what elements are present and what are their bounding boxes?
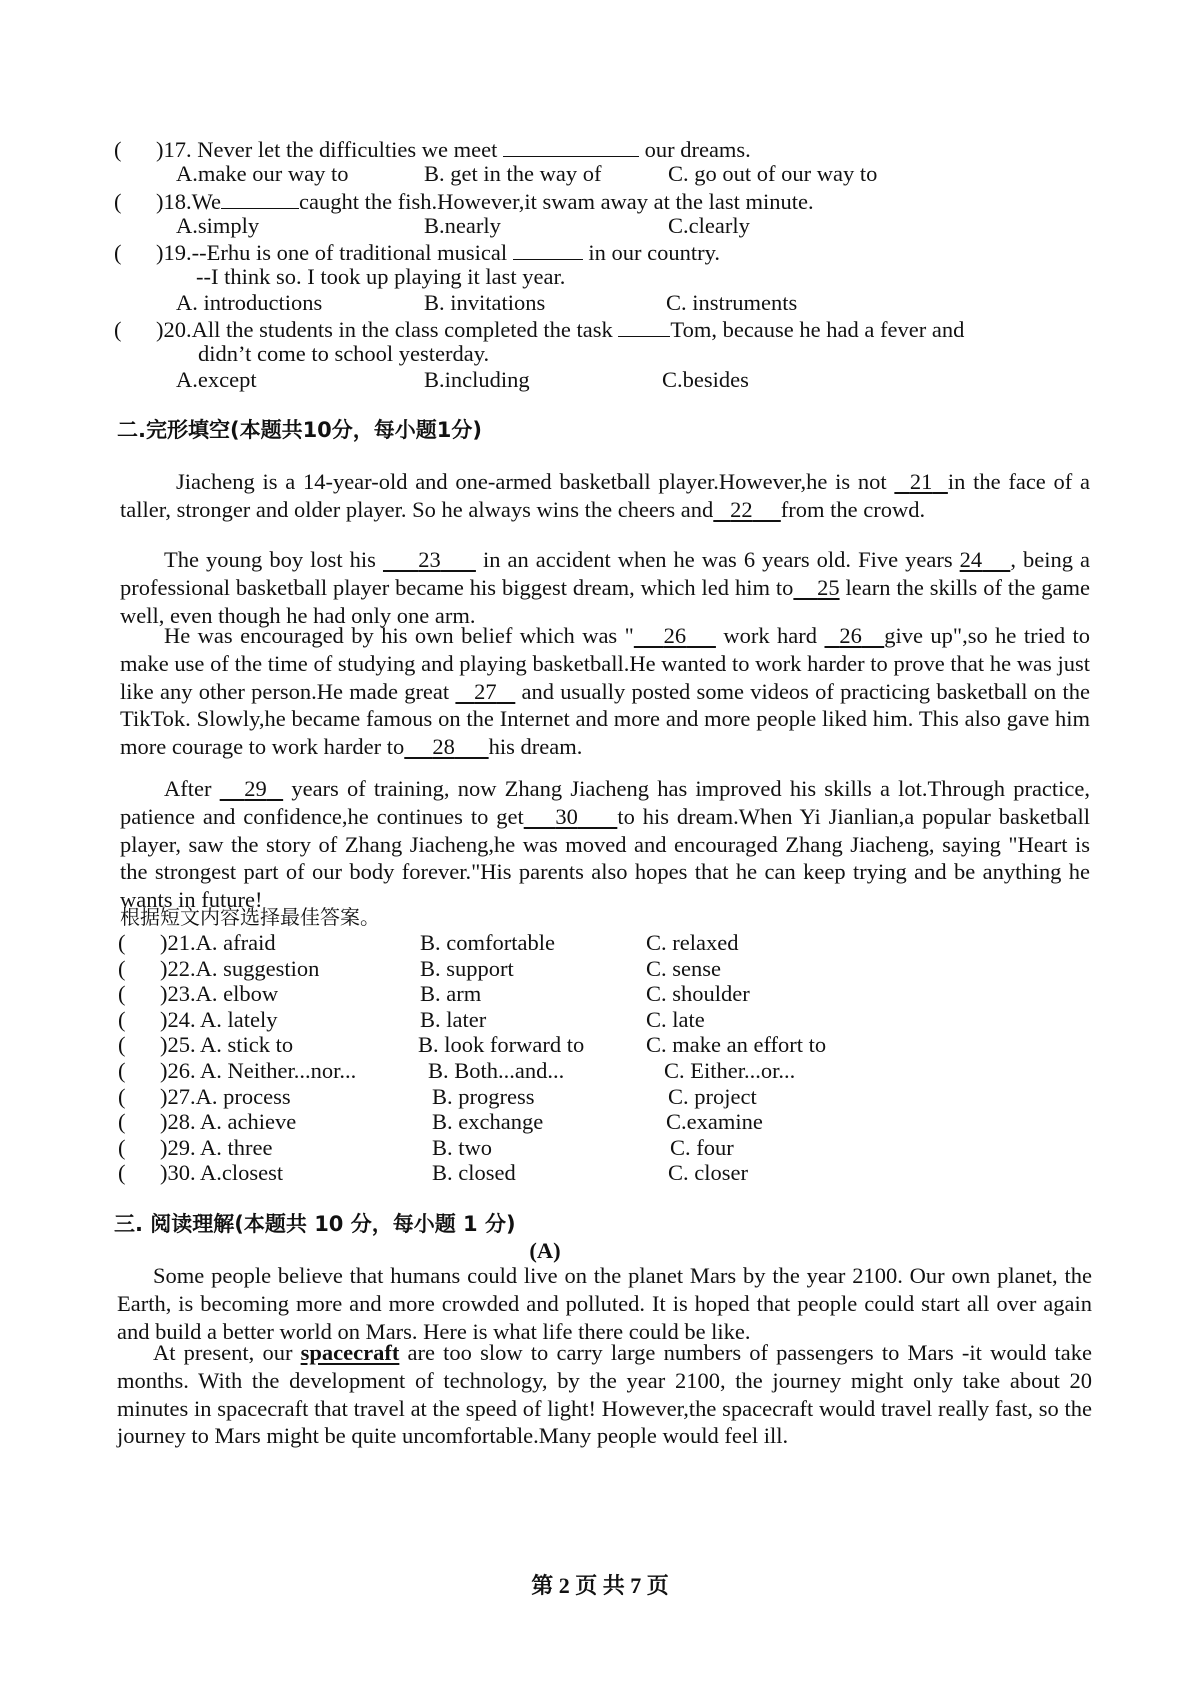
option-c: C.besides <box>662 367 749 392</box>
question-option-b: B. exchange <box>432 1109 544 1135</box>
question-option-a: )21.A. afraid <box>160 930 276 955</box>
blank-23: 23 <box>418 547 441 572</box>
passage-text: from the crowd. <box>780 496 926 522</box>
question-option-c: C. shoulder <box>646 981 750 1007</box>
question-option-c: C. project <box>668 1083 757 1109</box>
option-b: B.including <box>424 367 530 392</box>
question-option-b: B. later <box>420 1006 487 1032</box>
cloze-paragraph-4 <box>120 775 1090 914</box>
cloze-paragraph-3 <box>120 622 1090 761</box>
passage-text: , being a professional basketball player became his biggest dream, which led him to <box>120 547 1091 600</box>
blank-27: 27 <box>474 678 497 704</box>
question-option-a: )24. A. lately <box>160 1006 278 1032</box>
question-stem: )18.We <box>156 189 222 214</box>
option-a: A. introductions <box>176 290 323 315</box>
question-stem: )20.All the students in the class completed the task <box>156 317 613 342</box>
answer-paren: ( <box>118 1083 126 1109</box>
blank-29: 29 <box>244 776 267 801</box>
blank-22: 22 <box>730 496 753 522</box>
section-3-heading: 三. 阅读理解(本题共 10 分，每小题 1 分) <box>114 1212 516 1236</box>
option-b: B. get in the way of <box>424 161 602 186</box>
answer-blank <box>503 134 639 157</box>
answer-paren: ( <box>118 1109 126 1135</box>
question-option-a: )29. A. three <box>160 1134 273 1160</box>
blank-25: 25 <box>817 574 840 600</box>
question-stem: )17. Never let the difficulties we meet <box>156 137 498 162</box>
passage-text: and usually posted some videos of practicing basketball on the TikTok. Slowly,he became famous on the Internet and more and more people liked him. This also gave him more courage to work harder to <box>120 678 1091 760</box>
passage-text: work hard <box>715 623 825 648</box>
section-2-heading: 二.完形填空(本题共10分，每小题1分) <box>117 418 483 442</box>
passage-text: The young boy lost his <box>164 547 376 572</box>
answer-paren: ( <box>118 1134 126 1160</box>
answer-paren: ( <box>114 317 122 342</box>
answer-paren: ( <box>118 955 126 981</box>
passage-text: years of training, now Zhang Jiacheng has improved his skills a lot.Through practice, patience and confidence,he continues to get <box>120 776 1091 829</box>
passage-text: to his dream.When Yi Jianlian,a popular basketball player, saw the story of Zhang Jiacheng,he was moved and encouraged Zhang Jiacheng, saying "Heart is the strongest part of our body forever."His parents also hopes that he can keep trying and be anything he wants in future! <box>120 803 1091 913</box>
passage-text: learn the skills of the game well, even though he had only one arm. <box>120 574 1091 628</box>
option-b: B.nearly <box>424 213 501 238</box>
question-option-a: )22.A. suggestion <box>160 955 320 981</box>
cloze-paragraph-2 <box>120 546 1090 629</box>
option-c: C. instruments <box>666 290 798 315</box>
passage-text: Jiacheng is a 14-year-old and one-armed basketball player.However,he is not <box>176 469 887 494</box>
answer-blank <box>618 314 670 337</box>
answer-paren: ( <box>118 981 126 1007</box>
option-c: C.clearly <box>668 213 750 238</box>
answer-paren: ( <box>118 1032 126 1058</box>
question-option-b: B. look forward to <box>418 1032 585 1058</box>
question-option-b: B. comfortable <box>420 930 555 955</box>
question-option-c: C. Either...or... <box>664 1058 796 1083</box>
question-tail: our dreams. <box>638 137 751 162</box>
question-option-c: C. relaxed <box>646 930 739 955</box>
instruction: 根据短文内容选择最佳答案。 <box>120 905 380 929</box>
question-option-c: C. make an effort to <box>646 1032 827 1058</box>
passage-label: (A) <box>529 1238 561 1263</box>
page-footer: 第 2 页 共 7 页 <box>531 1573 669 1598</box>
question-stem: )19.--Erhu is one of traditional musical <box>156 240 508 265</box>
reading-paragraph-1: Some people believe that humans could live on the planet Mars by the year 2100. Our own planet, the Earth, is becoming more and more crowded and polluted. It is hoped that people could start all over again and build a better world on Mars. Here is what life there could be like. <box>117 1263 1092 1344</box>
answer-paren: ( <box>118 1006 126 1032</box>
question-option-b: B. Both...and... <box>428 1058 565 1083</box>
passage-text: At present, our <box>153 1340 301 1365</box>
question-option-c: C. closer <box>668 1160 748 1186</box>
answer-paren: ( <box>114 240 122 265</box>
question-option-a: )30. A.closest <box>160 1160 284 1186</box>
blank-24: 24 <box>959 547 983 572</box>
question-option-b: B. two <box>432 1134 493 1160</box>
question-option-a: )28. A. achieve <box>160 1109 297 1135</box>
answer-paren: ( <box>118 930 126 955</box>
answer-paren: ( <box>114 189 122 214</box>
blank-28: 28 <box>432 734 455 760</box>
option-a: A.make our way to <box>176 161 349 186</box>
question-option-b: B. progress <box>432 1083 535 1109</box>
question-20-continued: didn’t come to school yesterday. <box>198 341 490 366</box>
reading-paragraph-2 <box>117 1339 1092 1450</box>
passage-text: give up",so he tried to make use of the time of studying and playing basketball.He wanted to work harder to prove that he was just like any other person.He made great <box>120 623 1091 704</box>
question-tail: in our country. <box>582 240 721 265</box>
question-option-b: B. closed <box>432 1160 516 1186</box>
option-c: C. go out of our way to <box>668 161 878 186</box>
passage-text: He was encouraged by his own belief which was " <box>164 623 634 648</box>
blank-30: 30 <box>555 803 578 829</box>
answer-paren: ( <box>118 1160 126 1186</box>
question-option-c: C. sense <box>646 955 721 981</box>
cloze-paragraph-1 <box>120 468 1090 524</box>
question-option-b: B. support <box>420 955 514 981</box>
answer-paren: ( <box>114 137 122 162</box>
question-option-a: )25. A. stick to <box>160 1032 294 1058</box>
passage-text: in an accident when he was 6 years old. Five years <box>475 547 953 572</box>
passage-text: are too slow to carry large numbers of passengers to Mars -it would take months. With the development of technology, by the year 2100, the journey might only take about 20 minutes in spacecraft that travel at the speed of light! However,the spacecraft would travel really fast, so the journey to Mars might be quite uncomfortable.Many people would feel ill. <box>117 1340 1093 1449</box>
answer-blank <box>221 186 299 209</box>
question-option-a: )27.A. process <box>160 1083 291 1109</box>
question-tail: caught the fish.However,it swam away at the last minute. <box>299 189 814 214</box>
question-19-reply: --I think so. I took up playing it last year. <box>196 264 566 289</box>
answer-paren: ( <box>118 1058 126 1083</box>
question-option-b: B. arm <box>420 981 482 1007</box>
option-a: A.simply <box>176 213 260 238</box>
answer-blank <box>513 237 583 260</box>
question-option-c: C.examine <box>666 1109 763 1135</box>
passage-text: After <box>164 776 220 801</box>
option-b: B. invitations <box>424 290 546 315</box>
question-option-c: C. late <box>646 1006 705 1032</box>
passage-text: his dream. <box>488 734 583 760</box>
blank-26a: 26 <box>663 623 687 648</box>
option-a: A.except <box>176 367 257 392</box>
question-option-a: )23.A. elbow <box>160 981 279 1007</box>
passage-text: in the face of a taller, stronger and older player. So he always wins the cheers and <box>120 469 1091 522</box>
blank-21: 21 <box>909 469 933 494</box>
question-tail: Tom, because he had a fever and <box>670 317 965 342</box>
blank-26b: 26 <box>839 623 862 648</box>
highlighted-word: spacecraft <box>300 1340 400 1365</box>
question-option-c: C. four <box>670 1134 734 1160</box>
question-option-a: )26. A. Neither...nor... <box>160 1058 357 1083</box>
